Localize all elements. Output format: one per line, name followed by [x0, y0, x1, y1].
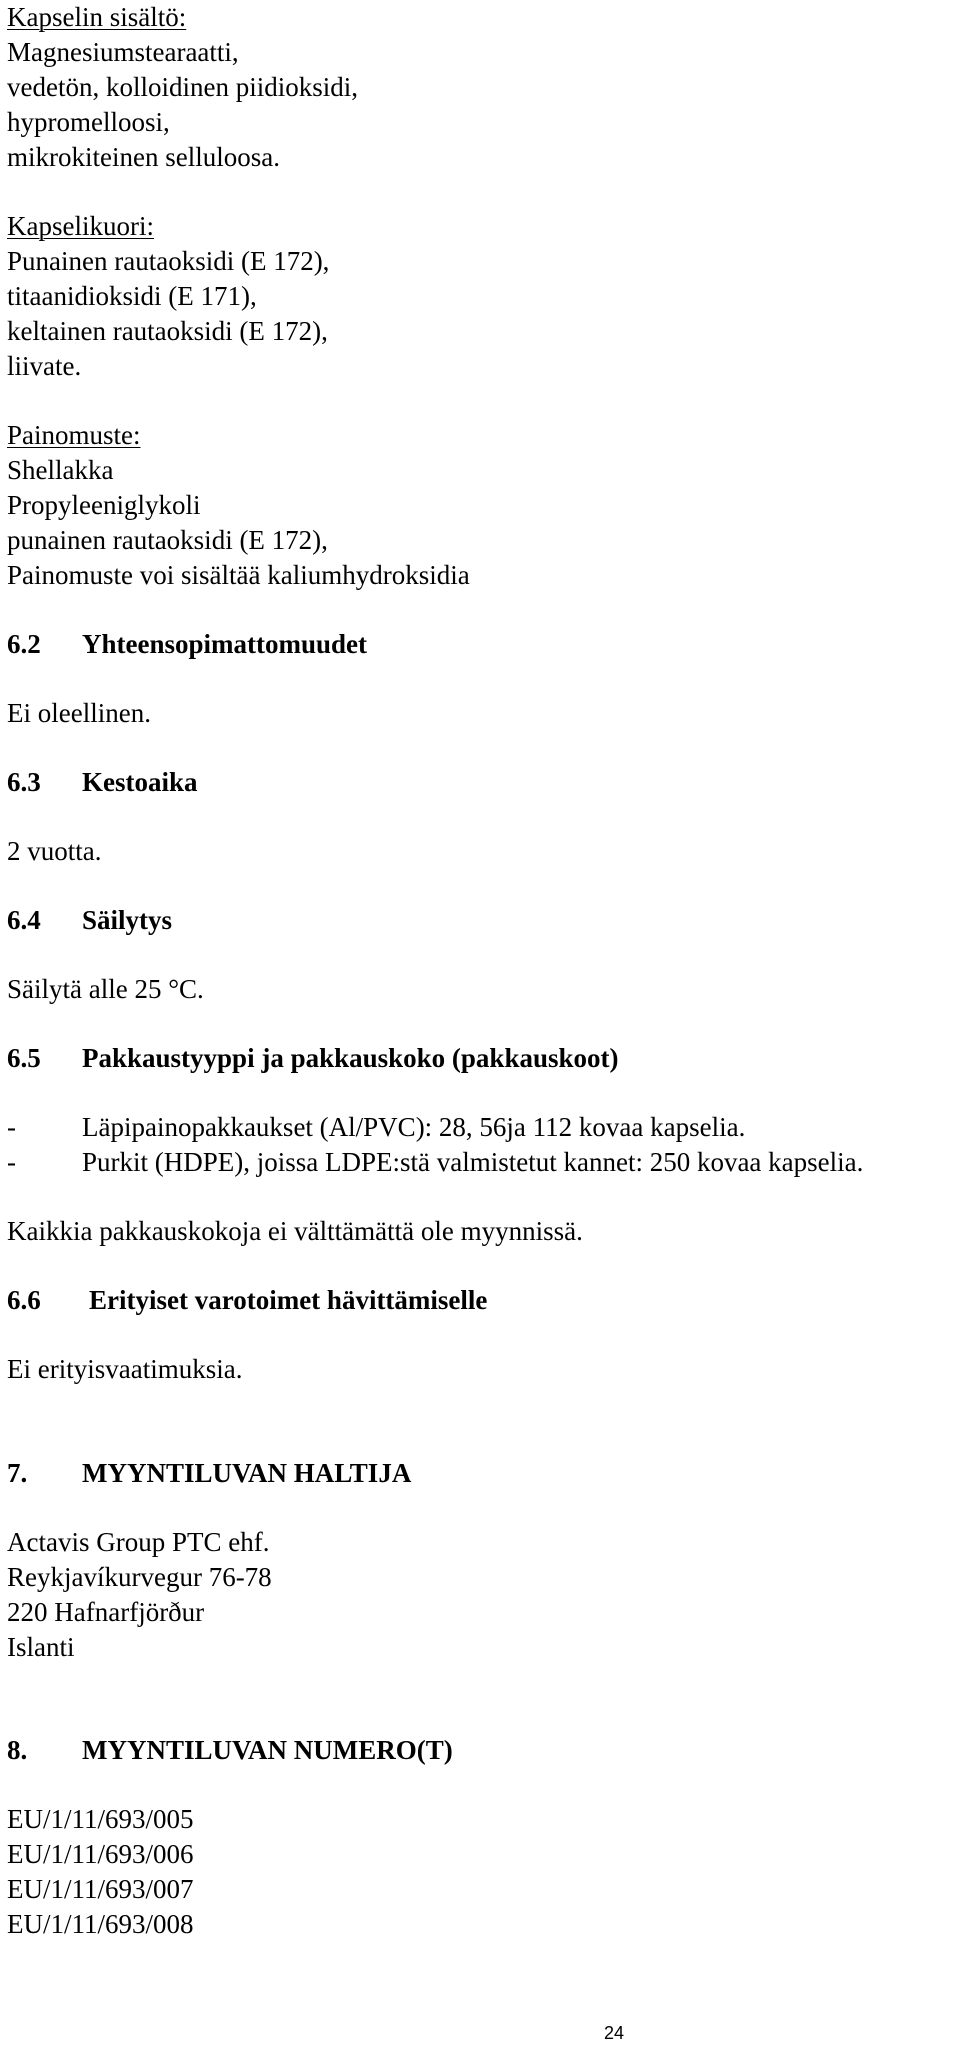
- section-8-line: EU/1/11/693/008: [7, 1909, 194, 1939]
- capsule-shell-line: liivate.: [7, 351, 82, 381]
- section-7-heading: [7, 1456, 411, 1490]
- section-number: 6.5: [7, 1043, 41, 1073]
- printing-ink-line: Painomuste voi sisältää kaliumhydroksidia: [7, 560, 470, 590]
- section-title: Erityiset varotoimet hävittämiselle: [89, 1285, 488, 1315]
- section-6-4-heading: [7, 903, 172, 937]
- capsule-shell-heading: Kapselikuori:: [7, 211, 154, 241]
- section-title: MYYNTILUVAN NUMERO(T): [82, 1735, 453, 1765]
- list-item: [7, 1145, 863, 1179]
- section-title: Pakkaustyyppi ja pakkauskoko (pakkauskoot): [82, 1043, 619, 1073]
- capsule-content-line: vedetön, kolloidinen piidioksidi,: [7, 72, 358, 102]
- section-6-3-text: 2 vuotta.: [7, 836, 102, 866]
- capsule-shell-line: Punainen rautaoksidi (E 172),: [7, 246, 330, 276]
- section-6-5-heading: [7, 1041, 618, 1075]
- list-item-text: Purkit (HDPE), joissa LDPE:stä valmistetut kannet: 250 kovaa kapselia.: [82, 1147, 864, 1177]
- list-bullet: -: [7, 1112, 16, 1142]
- section-title: Kestoaika: [82, 767, 198, 797]
- section-6-6-heading: [7, 1283, 487, 1317]
- list-item: [7, 1110, 745, 1144]
- section-number: 7.: [7, 1458, 28, 1488]
- section-title: Säilytys: [82, 905, 173, 935]
- page-number: 24: [604, 2023, 625, 2043]
- capsule-shell-line: keltainen rautaoksidi (E 172),: [7, 316, 328, 346]
- capsule-content-line: Magnesiumstearaatti,: [7, 37, 239, 67]
- section-8-line: EU/1/11/693/007: [7, 1874, 194, 1904]
- section-8-line: EU/1/11/693/005: [7, 1804, 194, 1834]
- section-7-line: Actavis Group PTC ehf.: [7, 1527, 270, 1557]
- section-7-line: 220 Hafnarfjörður: [7, 1597, 205, 1627]
- section-8-heading: [7, 1733, 453, 1767]
- section-6-2-heading: [7, 627, 367, 661]
- section-number: 6.4: [7, 905, 41, 935]
- capsule-shell-line: titaanidioksidi (E 171),: [7, 281, 257, 311]
- section-number: 8.: [7, 1735, 28, 1765]
- section-number: 6.6: [7, 1285, 41, 1315]
- list-item-text: Läpipainopakkaukset (Al/PVC): 28, 56ja 112 kovaa kapselia.: [82, 1112, 746, 1142]
- printing-ink-line: Propyleeniglykoli: [7, 490, 201, 520]
- section-6-2-text: Ei oleellinen.: [7, 698, 151, 728]
- section-number: 6.2: [7, 629, 41, 659]
- capsule-content-line: hypromelloosi,: [7, 107, 170, 137]
- section-title: Yhteensopimattomuudet: [82, 629, 368, 659]
- printing-ink-line: Shellakka: [7, 455, 114, 485]
- section-6-3-heading: [7, 765, 198, 799]
- section-title: MYYNTILUVAN HALTIJA: [82, 1458, 412, 1488]
- printing-ink-line: punainen rautaoksidi (E 172),: [7, 525, 328, 555]
- section-7-line: Islanti: [7, 1632, 75, 1662]
- section-6-5-note: Kaikkia pakkauskokoja ei välttämättä ole myynnissä.: [7, 1216, 583, 1246]
- section-6-6-text: Ei erityisvaatimuksia.: [7, 1354, 243, 1384]
- section-7-line: Reykjavíkurvegur 76-78: [7, 1562, 272, 1592]
- capsule-content-line: mikrokiteinen selluloosa.: [7, 142, 280, 172]
- printing-ink-heading: Painomuste:: [7, 420, 141, 450]
- capsule-content-heading: Kapselin sisältö:: [7, 2, 187, 32]
- section-number: 6.3: [7, 767, 41, 797]
- section-8-line: EU/1/11/693/006: [7, 1839, 194, 1869]
- list-bullet: -: [7, 1147, 16, 1177]
- section-6-4-text: Säilytä alle 25 °C.: [7, 974, 204, 1004]
